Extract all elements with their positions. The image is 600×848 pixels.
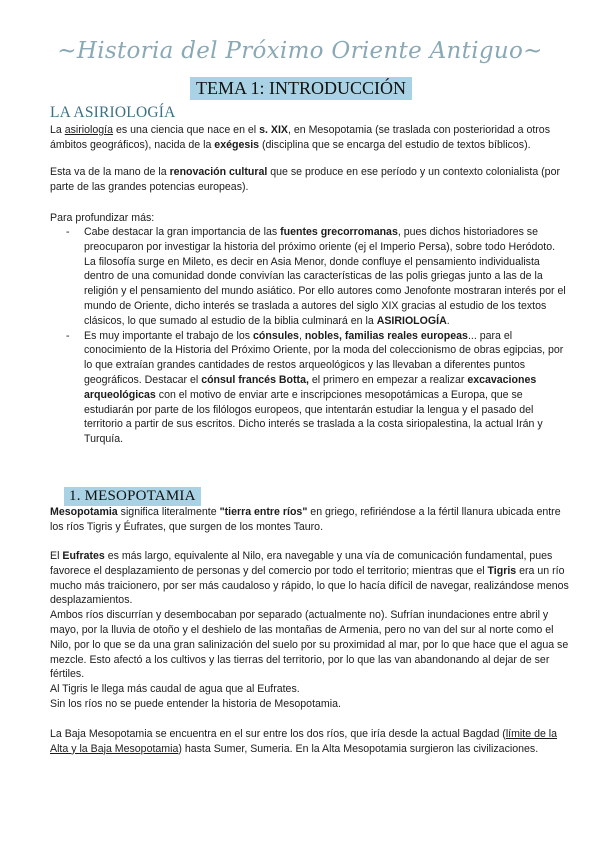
asiriologia-paragraph-2 xyxy=(50,165,570,195)
mesopotamia-paragraph-3 xyxy=(50,727,570,757)
list-item xyxy=(66,329,566,447)
bold-term: renovación cultural xyxy=(169,166,268,178)
text-span: ... para el conocimiento de la Historia del Próximo Oriente, por la moda del coleccionismo de obras egipcias, por lo que extraían grandes cantidades de restos arqueológicos y las llevaban a diferentes puntos geográficos. Destacar el xyxy=(84,329,564,386)
bold-term: ASIRIOLOGÍA xyxy=(376,314,447,327)
text-span: La xyxy=(50,124,65,136)
text-span: El xyxy=(50,550,63,562)
text-span: Al Tigris le llega más caudal de agua que al Eufrates. xyxy=(50,683,300,696)
bold-term: s. XIX xyxy=(259,124,288,136)
text-span: con el motivo de enviar arte e inscripciones mesopotámicas a Europa, que se estudiarán por parte de los filólogos europeos, que intentarán estudiar la lengua y el pasado del territorio a partir de sus escritos. Dicho interés se traslada a la costa siriopalestina, la actual Irán y Turquía. xyxy=(84,388,543,446)
text-span: es más largo, equivalente al Nilo, era navegable y una vía de comunicación fundamental, pues favorece el desplazamiento de personas y del comercio por todo el territorio; mientras que el xyxy=(50,550,553,577)
text-span: en griego, refiriéndose a la fértil llanura ubicada entre los ríos Tigris y Éufrates, que surgen de los montes Tauro. xyxy=(50,506,561,533)
tema-heading: TEMA 1: INTRODUCCIÓN xyxy=(190,77,412,100)
underlined-term: límite de la Alta y la Baja Mesopotamia xyxy=(50,728,558,755)
mesopotamia-paragraph-1 xyxy=(50,505,570,535)
text-span: Es muy importante el trabajo de los xyxy=(84,329,253,342)
text-span: La Baja Mesopotamia se encuentra en el sur entre los dos ríos, que iría desde la actual Bagdad ( xyxy=(50,728,506,740)
text-span: era un río mucho más traicionero, por ser más caudaloso y rápido, lo que lo hacía difícil de navegar, realizándose menos desplazamientos. xyxy=(50,564,569,607)
bold-term: exégesis xyxy=(214,138,260,151)
bold-term: cónsul francés Botta, xyxy=(201,373,309,386)
text-span: ) hasta Sumer, Sumeria. En la Alta Mesopotamia surgieron las civilizaciones. xyxy=(178,742,539,755)
bold-term: cónsules xyxy=(253,329,299,342)
bold-term: Mesopotamia xyxy=(50,506,118,518)
text-span: Esta va de la mano de la xyxy=(50,166,170,178)
bold-term: fuentes grecorromanas xyxy=(280,226,398,238)
text-span: que se produce en ese período y un contexto colonialista (por parte de las grandes potencias europeas). xyxy=(50,166,560,193)
text-span: Cabe destacar la gran importancia de las xyxy=(84,226,281,238)
bold-term: nobles, familias reales europeas xyxy=(304,329,468,342)
text-span: . xyxy=(446,314,450,327)
asiriologia-paragraph-3: Para profundizar más: xyxy=(50,212,155,224)
asiriologia-paragraph-1 xyxy=(50,123,570,153)
bold-term: "tierra entre ríos" xyxy=(219,506,308,518)
underlined-term: asiriología xyxy=(64,124,114,136)
text-span: , pues dichos historiadores se preocuparon por investigar la historia del próximo oriente (ej el Imperio Persa), sobre todo Heródoto. La filosofía surge en Mileto, es decir en Asia Menor, donde confluye el pensamiento individualista dentro de una comunidad donde convivían las características de las polis griegas junto a las de la religión y el pensamiento del mundo asiático. Por ello autores como Jenofonte mostraran interés por el mundo de Oriente, dicho interés se traslada a autores del siglo XIX gracias al estudio de los textos clásicos, lo que sumado al estudio de la biblia culminará en la xyxy=(84,226,566,327)
bold-term: Tigris xyxy=(487,564,517,577)
bullet-dash: - xyxy=(66,226,70,238)
mesopotamia-paragraph-2 xyxy=(50,549,570,712)
bold-term: Eufrates xyxy=(62,550,105,562)
list-item xyxy=(66,225,566,329)
text-span: el primero en empezar a realizar xyxy=(308,373,468,386)
section-heading-mesopotamia: 1. MESOPOTAMIA xyxy=(64,487,201,506)
text-span: , xyxy=(298,329,305,342)
document-title: ~Historia del Próximo Oriente Antiguo~ xyxy=(57,38,543,64)
bold-term: excavaciones arqueológicas xyxy=(84,373,537,401)
text-span: significa literalmente xyxy=(117,506,220,518)
bullet-list xyxy=(66,225,566,447)
text-span: es una ciencia que nace en el xyxy=(113,124,260,136)
text-span: Ambos ríos discurrían y desembocaban por separado (actualmente no). Sufrían inundaciones entre abril y mayo, por la lluvia de otoño y el deshielo de las montañas de Armenia, pero no van del sur al norte como el Nilo, por lo que se da una gran salinización del suelo por su proximidad al mar, por lo que hace que el agua se mezcle. Esto afectó a los cultivos y las tierras del territorio, por lo que las van abandonando al dejar de ser fértiles. xyxy=(50,609,569,681)
bullet-dash: - xyxy=(66,329,70,342)
text-span: (disciplina que se encarga del estudio de textos bíblicos). xyxy=(259,138,531,151)
text-span: , en Mesopotamia (se traslada con posterioridad a otros ámbitos geográficos), nacida de la xyxy=(50,124,550,151)
section-heading-asiriologia: LA ASIRIOLOGÍA xyxy=(50,104,176,121)
text-span: Sin los ríos no se puede entender la historia de Mesopotamia. xyxy=(50,697,341,710)
